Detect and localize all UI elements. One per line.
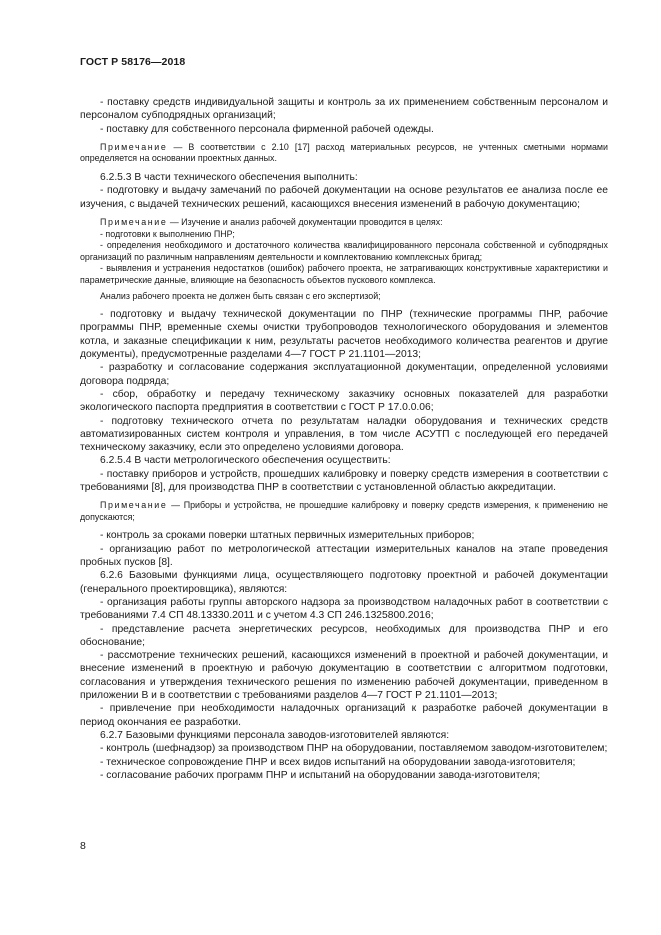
document-body	[80, 96, 608, 782]
note-label: Примечание	[100, 141, 168, 152]
note	[80, 142, 608, 165]
paragraph: - сбор, обработку и передачу техническому заказчику основных показателей для разработки экологического паспорта предприятия в соответствии с ГОСТ Р 17.0.0.06;	[80, 388, 608, 414]
note	[80, 217, 608, 229]
section-heading: 6.2.5.3 В части технического обеспечения выполнить:	[100, 172, 358, 184]
paragraph: - согласование рабочих программ ПНР и испытаний на оборудовании завода-изготовителя;	[100, 769, 541, 781]
paragraph: - подготовку и выдачу замечаний по рабочей документации на основе результатов ее анализа после ее изучения, с выдачей технических решений, касающихся внесения изменений в рабочую документацию;	[80, 185, 608, 210]
paragraph: - рассмотрение технических решений, касающихся изменений в проектной и рабочей документации, и внесение изменений в проектную и рабочую документацию в соответствии с алгоритмом подготовки, согласования и утверждения технического решения по изменению рабочей документации, приведенном в приложении В и в соответствии с требованиями разделов 4—7 ГОСТ Р 21.1101—2013;	[80, 650, 608, 702]
paragraph: - подготовку технического отчета по результатам наладки оборудования и технических средств автоматизированных систем контроля и управления, в том числе АСУТП с последующей его передачей техническому заказчику, если это определено условиями договора.	[80, 415, 608, 454]
note	[80, 500, 608, 523]
note-item: - определения необходимого и достаточного количества квалифицированного персонала собственной и субподрядных организаций по различным направлениям деятельности и комплектованию комплексных бригад;	[80, 240, 608, 262]
note-item: Анализ рабочего проекта не должен быть связан с его экспертизой;	[100, 290, 381, 301]
paragraph: - поставку приборов и устройств, прошедших калибровку и поверку средств измерения в соответствии с требованиями [8], для производства ПНР в соответствии с установленной областью аккредитации.	[80, 468, 608, 493]
section-heading: 6.2.7 Базовыми функциями персонала заводов-изготовителей являются:	[100, 729, 450, 741]
paragraph: - поставку для собственного персонала фирменной рабочей одежды.	[100, 123, 434, 135]
section-heading: 6.2.5.4 В части метрологического обеспечения осуществить:	[100, 455, 391, 467]
paragraph: - разработку и согласование содержания эксплуатационной документации, определенной условиями договора подряда;	[80, 362, 608, 387]
paragraph: - техническое сопровождение ПНР и всех видов испытаний на оборудовании завода-изготовителя;	[100, 756, 576, 768]
note-text: — В соответствии с 2.10 [17] расход материальных ресурсов, не учтенных сметными нормами определяется на основании проектных данных.	[80, 141, 608, 164]
note-item: - выявления и устранения недостатков (ошибок) рабочего проекта, не затрагивающих конструктивные характеристики и параметрические данные, влияющие на безопасность объектов пускового комплекса.	[80, 263, 608, 285]
document-header-title: ГОСТ Р 58176—2018	[80, 56, 186, 68]
note-text: — Приборы и устройства, не прошедшие калибровку и поверку средств измерения, к применению не допускаются;	[80, 500, 608, 522]
paragraph: - контроль за сроками поверки штатных первичных измерительных приборов;	[100, 530, 475, 542]
paragraph: - привлечение при необходимости наладочных организаций к разработке рабочей документации в период окончания ее разработки.	[80, 703, 608, 728]
page-number: 8	[80, 840, 86, 852]
note-label: Примечание	[100, 216, 168, 227]
note-text: — Изучение и анализ рабочей документации проводится в целях:	[167, 216, 443, 227]
paragraph: - представление расчета энергетических ресурсов, необходимых для производства ПНР и его обоснование;	[80, 623, 608, 648]
paragraph: - организацию работ по метрологической аттестации измерительных каналов на этапе проведения пробных пусков [8].	[80, 543, 608, 569]
paragraph: - организация работы группы авторского надзора за производством наладочных работ в соответствии с требованиями 7.4 СП 48.13330.2011 и с учетом 4.3 СП 246.1325800.2016;	[80, 596, 608, 622]
paragraph: - поставку средств индивидуальной защиты и контроль за их применением собственным персоналом и персоналом субподрядных организаций;	[80, 97, 608, 122]
note-label: Примечание	[100, 500, 168, 511]
paragraph: - контроль (шефнадзор) за производством ПНР на оборудовании, поставляемом заводом-изготовителем;	[100, 743, 608, 755]
paragraph: - подготовку и выдачу технической документации по ПНР (технические программы ПНР, рабочие программы ПНР, временные схемы очистки трубопроводов технологического оборудования и элементов котла, и заказные спецификации к ним, результаты расчетов необходимого количества реагентов и другие документы), предусмотренные разделами 4—7 ГОСТ Р 21.1101—2013;	[80, 309, 608, 361]
section-heading: 6.2.6 Базовыми функциями лица, осуществляющего подготовку проектной и рабочей документации (генерального проектировщика), являются:	[80, 570, 608, 595]
note-item: - подготовки к выполнению ПНР;	[100, 228, 235, 239]
